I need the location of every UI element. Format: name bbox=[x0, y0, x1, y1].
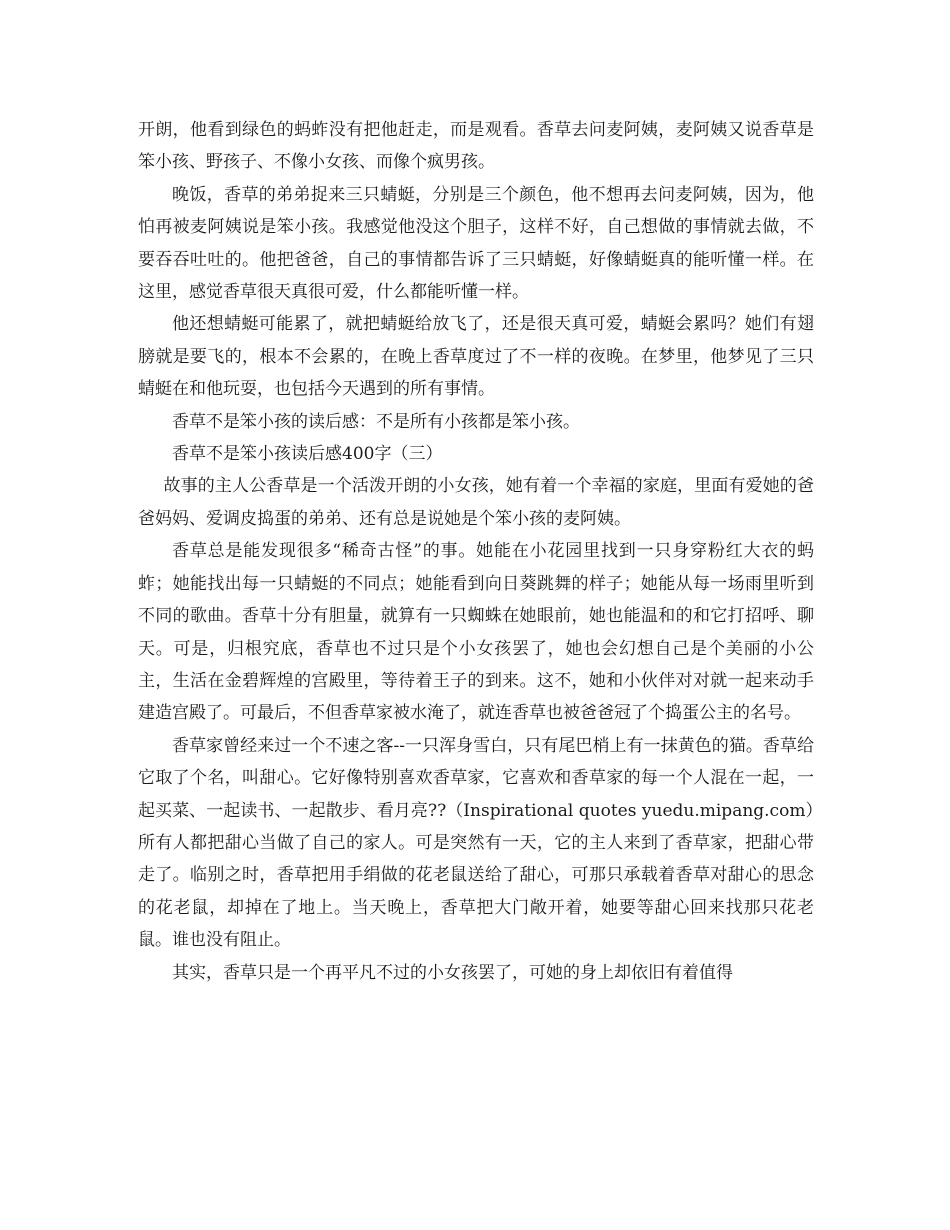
paragraph-summary-line: 香草不是笨小孩的读后感：不是所有小孩都是笨小孩。 bbox=[172, 411, 580, 432]
paragraph-conclusion: 其实，香草只是一个再平凡不过的小女孩罢了，可她的身上却依旧有着值得 bbox=[172, 962, 733, 983]
paragraph-dinner-dragonflies: 晚饭，香草的弟弟捉来三只蜻蜓，分别是三个颜色，他不想再去问麦阿姨，因为，他怕再被麦阿姨说是笨小孩。我感觉他没这个胆子，这样不好，自己想做的事情就去做，不要吞吞吐吐的。他把爸爸，自己的事情都告诉了三只蜻蜓，好像蜻蜓真的能听懂一样。在这里，感觉香草很天真很可爱，什么都能听懂一样。 bbox=[138, 184, 814, 303]
article-body bbox=[138, 114, 814, 989]
paragraph-protagonist: 故事的主人公香草是一个活泼开朗的小女孩，她有着一个幸福的家庭，里面有爱她的爸爸妈妈、爱调皮捣蛋的弟弟、还有总是说她是个笨小孩的麦阿姨。 bbox=[138, 476, 814, 529]
paragraph-release-dragonflies: 他还想蜻蜓可能累了，就把蜻蜓给放飞了，还是很天真可爱，蜻蜓会累吗？她们有翅膀就是要飞的，根本不会累的，在晚上香草度过了不一样的夜晚。在梦里，他梦见了三只蜻蜓在和他玩耍，也包括今天遇到的所有事情。 bbox=[138, 314, 814, 400]
paragraph-cat-sweetheart: 香草家曾经来过一个不速之客--一只浑身雪白，只有尾巴梢上有一抹黄色的猫。香草给它取了个名，叫甜心。它好像特别喜欢香草家，它喜欢和香草家的每一个人混在一起，一起买菜、一起读书、一起散步、看月亮??（Inspirational quotes yuedu.mipang.com）所有人都把甜心当做了自己的家人。可是突然有一天，它的主人来到了香草家，把甜心带走了。临别之时，香草把用手绢做的花老鼠送给了甜心，可那只承载着香草对甜心的思念的花老鼠，却掉在了地上。当天晚上，香草把大门敞开着，她要等甜心回来找那只花老鼠。谁也没有阻止。 bbox=[138, 735, 814, 951]
paragraph-curious-things: 香草总是能发现很多“稀奇古怪”的事。她能在小花园里找到一只身穿粉红大衣的蚂蚱；她能找出每一只蜻蜓的不同点；她能看到向日葵跳舞的样子；她能从每一场雨里听到不同的歌曲。香草十分有胆量，就算有一只蜘蛛在她眼前，她也能温和的和它打招呼、聊天。可是，归根究底，香草也不过只是个小女孩罢了，她也会幻想自己是个美丽的小公主，生活在金碧辉煌的宫殿里，等待着王子的到来。这不，她和小伙伴对对就一起来动手建造宫殿了。可最后，不但香草家被水淹了，就连香草也被爸爸冠了个捣蛋公主的名号。 bbox=[138, 541, 814, 724]
section-heading: 香草不是笨小孩读后感400字（三） bbox=[172, 444, 443, 465]
paragraph-continuation: 开朗，他看到绿色的蚂蚱没有把他赶走，而是观看。香草去问麦阿姨，麦阿姨又说香草是笨小孩、野孩子、不像小女孩、而像个疯男孩。 bbox=[138, 120, 814, 173]
